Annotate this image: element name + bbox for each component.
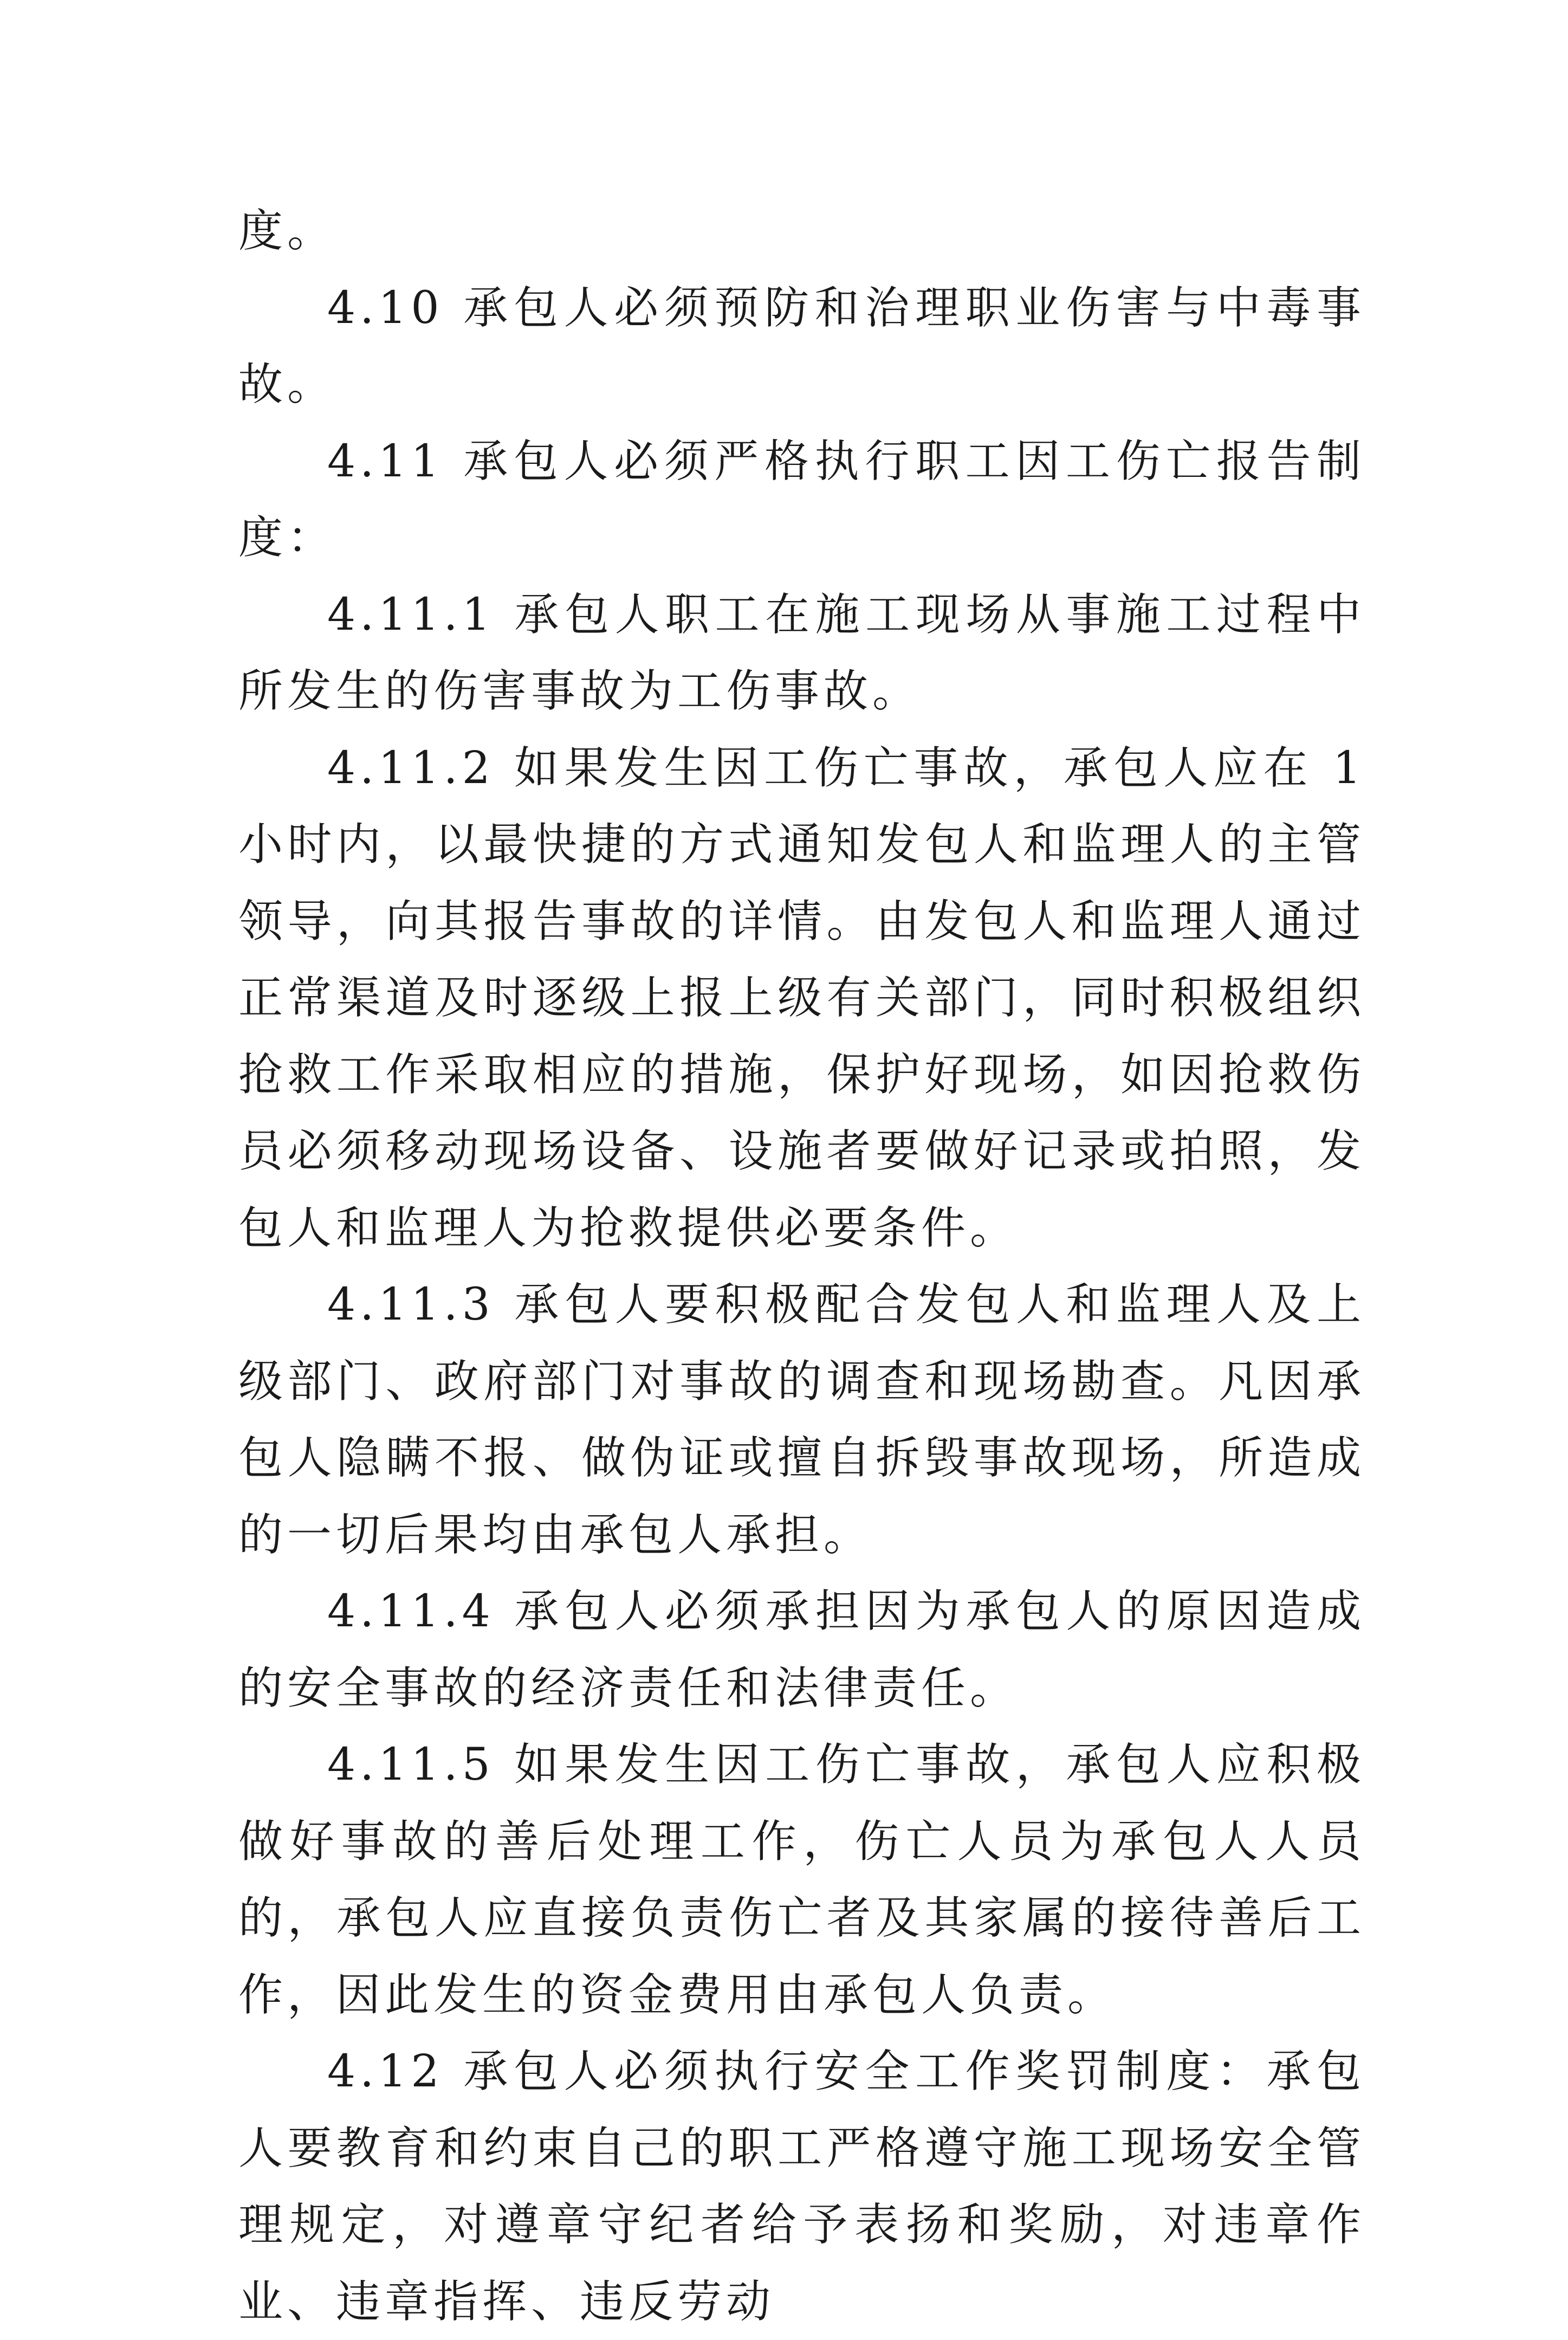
paragraph-4-11-3: 4.11.3 承包人要积极配合发包人和监理人及上级部门、政府部门对事故的调查和现场勘查。凡因承包人隐瞒不报、做伪证或擅自拆毁事故现场，所造成的一切后果均由承包人承担。 bbox=[238, 1279, 1365, 1561]
paragraph-4-11: 4.11 承包人必须严格执行职工因工伤亡报告制度： bbox=[238, 435, 1365, 564]
paragraph-4-10: 4.10 承包人必须预防和治理职业伤害与中毒事故。 bbox=[238, 282, 1365, 410]
paragraph-4-11-1: 4.11.1 承包人职工在施工现场从事施工过程中所发生的伤害事故为工伤事故。 bbox=[238, 589, 1365, 717]
paragraph-4-11-2: 4.11.2 如果发生因工伤亡事故，承包人应在 1 小时内，以最快捷的方式通知发包人和监理人的主管领导，向其报告事故的详情。由发包人和监理人通过正常渠道及时逐级上报上级有关部门，同时积极组织抢救工作采取相应的措施，保护好现场，如因抢救伤员必须移动现场设备、设施者要做好记录或拍照，发包人和监理人为抢救提供必要条件。 bbox=[238, 742, 1384, 1254]
paragraph-4-12: 4.12 承包人必须执行安全工作奖罚制度：承包人要教育和约束自己的职工严格遵守施工现场安全管理规定，对遵章守纪者给予表扬和奖励，对违章作业、违章指挥、违反劳动 bbox=[238, 2046, 1365, 2328]
document-body bbox=[238, 193, 1384, 2340]
paragraph-4-11-5: 4.11.5 如果发生因工伤亡事故，承包人应积极做好事故的善后处理工作，伤亡人员为承包人人员的，承包人应直接负责伤亡者及其家属的接待善后工作，因此发生的资金费用由承包人负责。 bbox=[238, 1739, 1365, 2021]
paragraph-4-11-4: 4.11.4 承包人必须承担因为承包人的原因造成的安全事故的经济责任和法律责任。 bbox=[238, 1586, 1365, 1714]
paragraph-continuation: 度。 bbox=[238, 205, 336, 257]
